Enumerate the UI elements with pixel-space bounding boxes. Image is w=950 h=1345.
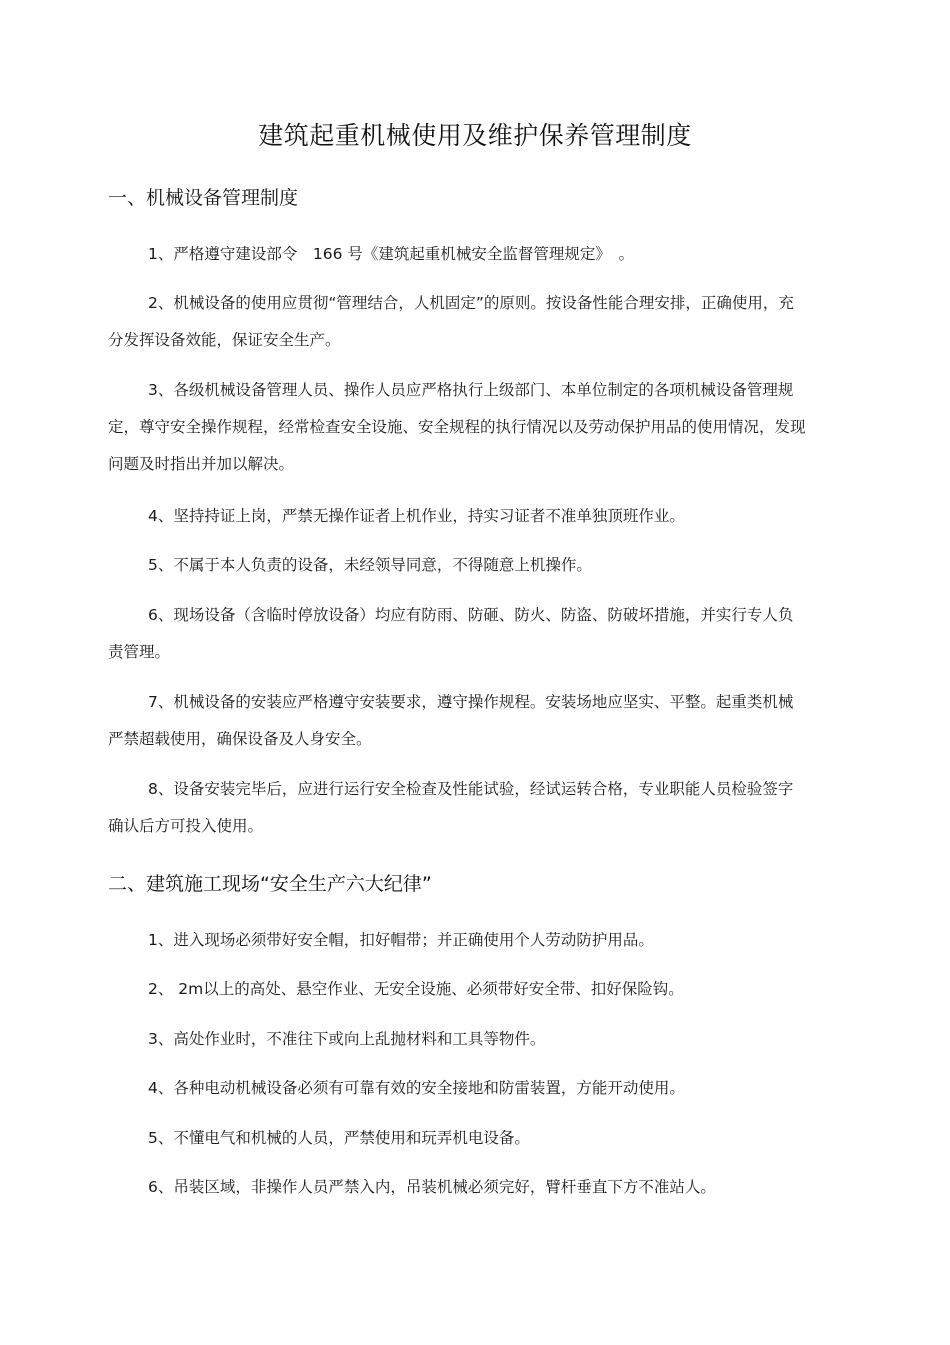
section-1-item-6: 6、现场设备（含临时停放设备）均应有防雨、防砸、防火、防盗、防破坏措施，并实行专人负责管理。 xyxy=(108,606,794,661)
section-2-item-4: 4、各种电动机械设备必须有可靠有效的安全接地和防雷装置，方能开动使用。 xyxy=(148,1079,685,1097)
section-1-item-1: 1、严格遵守建设部令 166 号《建筑起重机械安全监督管理规定》 。 xyxy=(148,245,635,263)
section-2-item-2: 2、 2m以上的高处、悬空作业、无安全设施、必须带好安全带、扣好保险钩。 xyxy=(148,980,684,998)
section-2-item-6: 6、吊装区域，非操作人员严禁入内，吊装机械必须完好，臂杆垂直下方不准站人。 xyxy=(148,1178,716,1196)
section-2-item-5: 5、不懂电气和机械的人员，严禁使用和玩弄机电设备。 xyxy=(148,1129,530,1147)
section-1-item-5: 5、不属于本人负责的设备，未经领导同意，不得随意上机操作。 xyxy=(148,556,592,574)
section-heading-2: 二、建筑施工现场“安全生产六大纪律” xyxy=(108,873,432,895)
section-heading-1: 一、机械设备管理制度 xyxy=(108,187,299,209)
section-2-item-1: 1、进入现场必须带好安全帽，扣好帽带；并正确使用个人劳动防护用品。 xyxy=(148,931,654,949)
section-2-item-3: 3、高处作业时，不准往下或向上乱抛材料和工具等物件。 xyxy=(148,1030,546,1048)
section-1-item-4: 4、坚持持证上岗，严禁无操作证者上机作业，持实习证者不准单独顶班作业。 xyxy=(148,507,685,525)
section-1-item-7: 7、机械设备的安装应严格遵守安装要求，遵守操作规程。安装场地应坚实、平整。起重类机械严禁超载使用，确保设备及人身安全。 xyxy=(108,693,794,748)
section-1-item-3: 3、各级机械设备管理人员、操作人员应严格执行上级部门、本单位制定的各项机械设备管理规定，尊守安全操作规程，经常检查安全设施、安全规程的执行情况以及劳动保护用品的使用情况，发现问题及时指出并加以解决。 xyxy=(108,381,806,473)
document-title: 建筑起重机械使用及维护保养管理制度 xyxy=(258,121,692,150)
section-1-item-8: 8、设备安装完毕后，应进行运行安全检查及性能试验，经试运转合格，专业职能人员检验签字确认后方可投入使用。 xyxy=(108,780,794,835)
section-1-item-2: 2、机械设备的使用应贯彻“管理结合，人机固定”的原则。按设备性能合理安排，正确使用，充分发挥设备效能，保证安全生产。 xyxy=(108,294,794,349)
